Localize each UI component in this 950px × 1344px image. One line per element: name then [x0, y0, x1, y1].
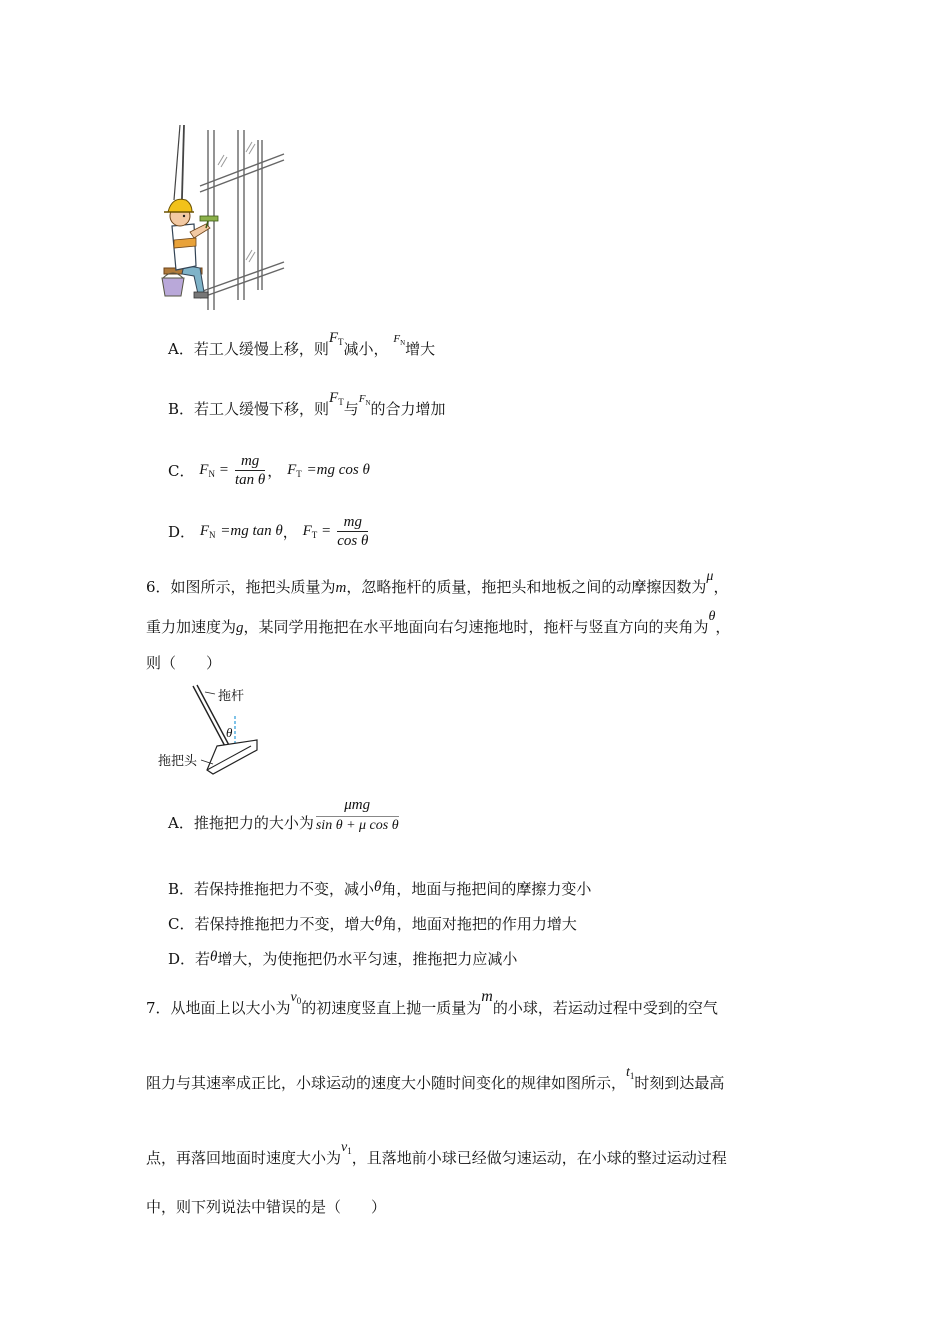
q5-option-b: B．若工人缓慢下移，则$F_T$与$^{F_N}$的合力增加 [168, 390, 446, 418]
q6-stem-line1: 6．如图所示，拖把头质量为m，忽略拖杆的质量，拖把头和地板之间的动摩擦因数为μ， [146, 569, 729, 596]
fraction: $\frac{mg}{\text{cos θ}}$ [337, 514, 369, 549]
mop-theta-label: θ [226, 725, 233, 740]
q7-line3: 点，再落回地面时速度大小为$v_1$，且落地前小球已经做匀速运动，在小球的整过运动过程 [146, 1140, 727, 1167]
fraction: $\frac{\text{μmg}}{\text{sin θ + μ cos θ}}$ [315, 797, 399, 833]
q5-option-c: C． $F_N$ = $\frac{mg}{\text{tan θ}}$ ， $F_T =mg$ cos θ [168, 453, 370, 488]
mop-head-label: 拖把头 [158, 754, 198, 769]
q6-option-d: D．若θ增大，为使拖把仍水平匀速，推拖把力应减小 [168, 949, 518, 968]
option-label: A． [168, 340, 194, 358]
q7-line2: 阻力与其速率成正比，小球运动的速度大小随时间变化的规律如图所示，$t_1$时刻到达最高 [146, 1065, 725, 1092]
fraction: $\frac{mg}{\text{tan θ}}$ [234, 453, 266, 488]
q6-option-b: B．若保持推拖把力不变，减小θ角，地面与拖把间的摩擦力变小 [168, 879, 592, 898]
q5-option-d: D． $F_N =mg$ tan θ， $F_T$ = $\frac{mg}{\text{cos θ}}$ [168, 514, 369, 549]
q6-stem-line2: 重力加速度为g，某同学用拖把在水平地面向右匀速拖地时，拖杆与竖直方向的夹角为θ， [146, 609, 731, 636]
q6-option-a: A．推拖把力的大小为 $\frac{\text{μmg}}{\text{sin θ + μ cos θ}}$ [168, 797, 399, 833]
q5-option-a: A．若工人缓慢上移，则$F_T$减小， $^{F_N}$增大 [168, 330, 436, 358]
window-cleaner-figure [150, 120, 290, 310]
q6-stem-line3: 则（ ） [146, 654, 222, 672]
q7-line4: 中，则下列说法中错误的是（ ） [146, 1198, 387, 1216]
mop-pole-label: 拖杆 [218, 689, 245, 704]
q7-line1: 7．从地面上以大小为$v_0$的初速度竖直上抛一质量为m的小球，若运动过程中受到的空气 [146, 988, 718, 1017]
q6-option-c: C．若保持推拖把力不变，增大θ角，地面对拖把的作用力增大 [168, 914, 577, 933]
